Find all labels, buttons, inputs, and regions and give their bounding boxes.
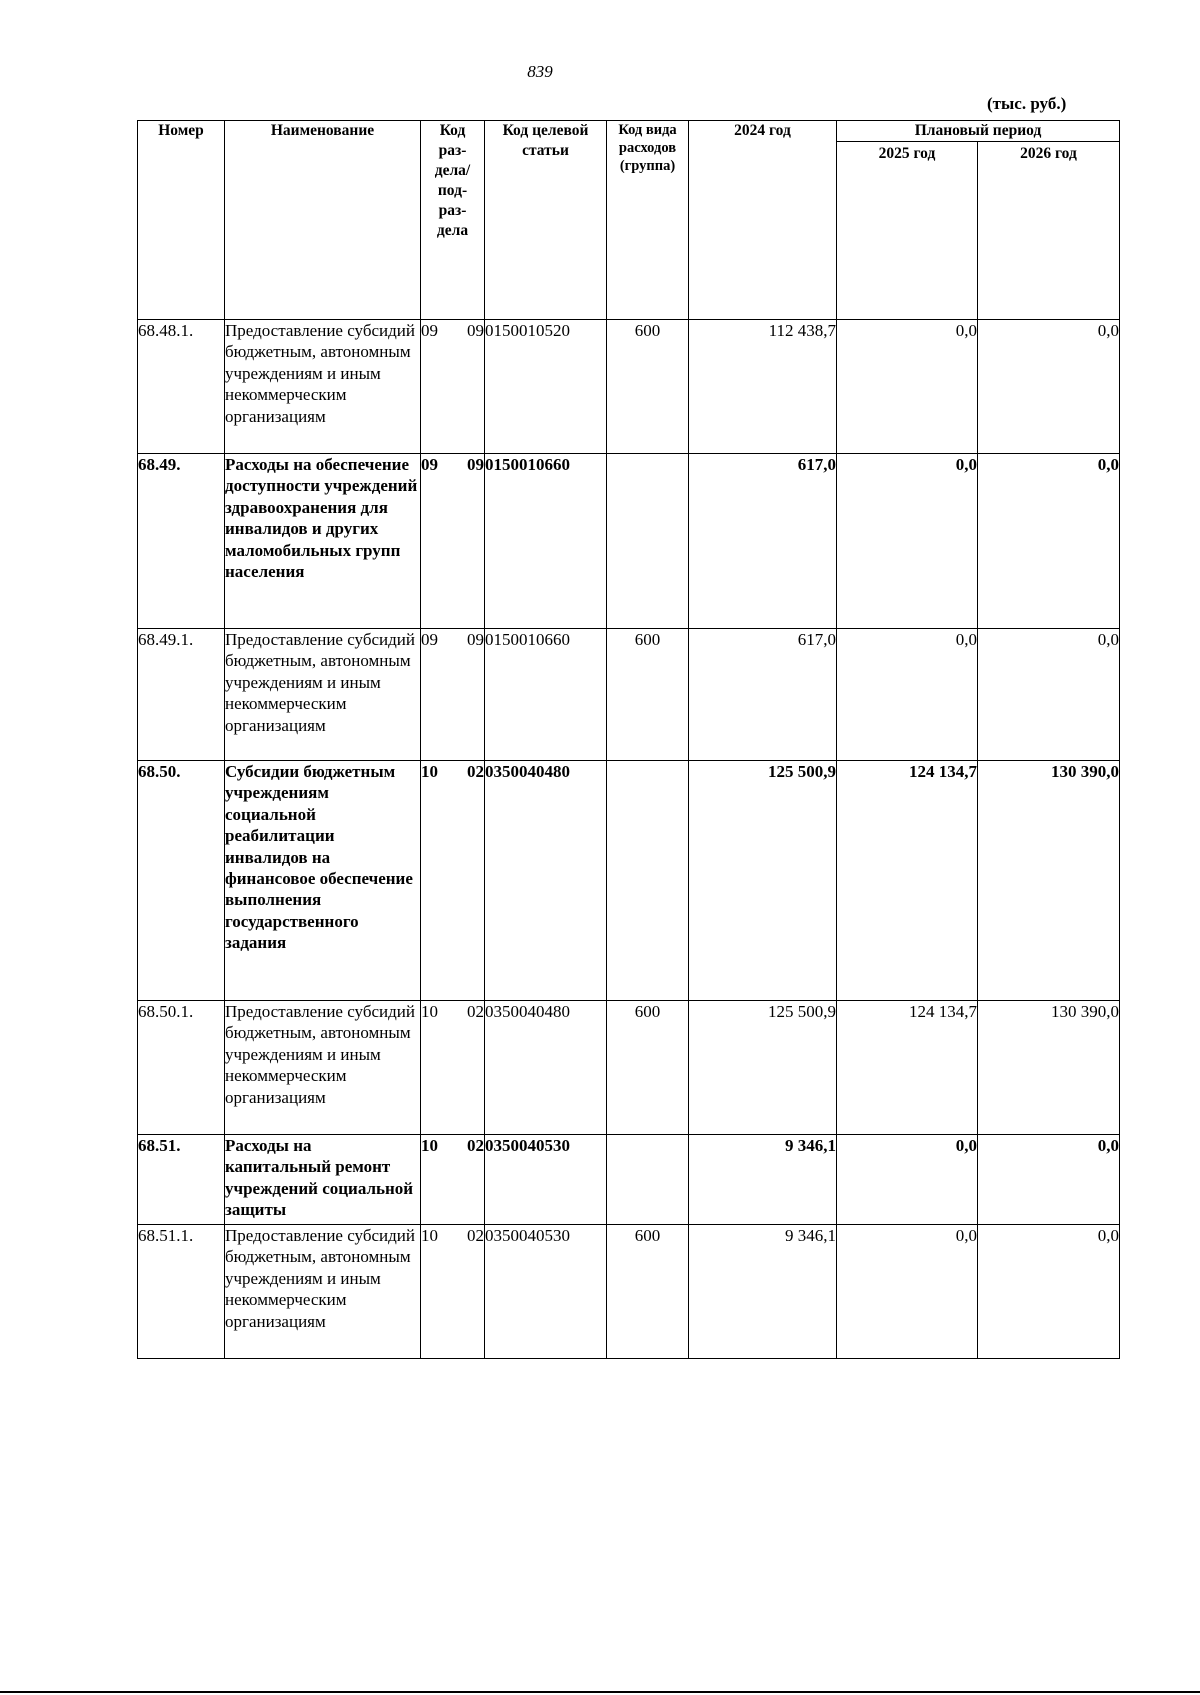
units-label: (тыс. руб.) [987,94,1067,113]
row-target-code: 0350040530 [485,1225,607,1359]
table-row [138,1001,1120,1135]
row-amount-2024: 9 346,1 [689,1135,837,1225]
row-section-code [421,454,485,629]
row-expense-type: 600 [607,1001,689,1135]
row-expense-type [607,1135,689,1225]
row-name: Расходы на капитальный ремонт учреждений социальной защиты [225,1135,421,1225]
row-amount-2025: 0,0 [837,320,978,454]
header-name: Наименование [225,121,421,320]
row-target-code: 0350040480 [485,761,607,1001]
row-section-code [421,1225,485,1359]
row-expense-type: 600 [607,1225,689,1359]
row-section-code [421,1001,485,1135]
row-number: 68.48.1. [138,320,225,454]
row-amount-2026: 0,0 [978,1135,1120,1225]
row-expense-type: 600 [607,629,689,761]
table-row [138,454,1120,629]
row-subsection: 09 [467,455,484,474]
row-number: 68.49.1. [138,629,225,761]
row-name: Предоставление субсидий бюджетным, автономным учреждениям и иным некоммерческим организациям [225,1225,421,1359]
row-section-code [421,761,485,1001]
header-section-code: Код раз-дела/ под-раз-дела [421,121,485,320]
header-year-2025: 2025 год [837,142,978,320]
header-target-code: Код целевой статьи [485,121,607,320]
row-amount-2024: 125 500,9 [689,761,837,1001]
row-number: 68.49. [138,454,225,629]
row-section: 10 [421,762,438,781]
row-number: 68.50.1. [138,1001,225,1135]
row-section: 10 [421,1136,438,1155]
header-expense-type: Код вида расходов (группа) [607,121,689,320]
row-expense-type [607,454,689,629]
table-row [138,1135,1120,1225]
row-section: 10 [421,1002,438,1021]
row-expense-type [607,761,689,1001]
row-name: Субсидии бюджетным учреждениям социальной реабилитации инвалидов на финансовое обеспечение выполнения государственного задания [225,761,421,1001]
header-planning-period: Плановый период [837,121,1120,142]
header-year-2026: 2026 год [978,142,1120,320]
bottom-rule [0,1691,1200,1693]
row-amount-2025: 0,0 [837,1225,978,1359]
budget-table [137,120,1120,1359]
table-row [138,320,1120,454]
row-target-code: 0150010660 [485,454,607,629]
row-amount-2025: 124 134,7 [837,1001,978,1135]
table-row [138,1225,1120,1359]
page-number: 839 [527,62,553,81]
row-subsection: 02 [467,1136,484,1155]
row-section-code [421,629,485,761]
row-subsection: 09 [467,630,484,649]
row-target-code: 0350040480 [485,1001,607,1135]
row-target-code: 0350040530 [485,1135,607,1225]
row-amount-2024: 112 438,7 [689,320,837,454]
row-amount-2026: 130 390,0 [978,1001,1120,1135]
row-amount-2025: 124 134,7 [837,761,978,1001]
row-amount-2026: 0,0 [978,320,1120,454]
row-name: Предоставление субсидий бюджетным, автономным учреждениям и иным некоммерческим организациям [225,320,421,454]
row-amount-2024: 617,0 [689,629,837,761]
row-amount-2025: 0,0 [837,629,978,761]
row-section: 09 [421,455,438,474]
row-expense-type: 600 [607,320,689,454]
row-amount-2026: 130 390,0 [978,761,1120,1001]
header-row [138,121,1120,142]
row-amount-2024: 617,0 [689,454,837,629]
row-amount-2026: 0,0 [978,454,1120,629]
row-name: Предоставление субсидий бюджетным, автономным учреждениям и иным некоммерческим организациям [225,629,421,761]
row-amount-2024: 9 346,1 [689,1225,837,1359]
row-subsection: 02 [467,762,484,781]
row-amount-2025: 0,0 [837,1135,978,1225]
row-subsection: 02 [467,1226,484,1245]
row-section: 10 [421,1226,438,1245]
row-amount-2024: 125 500,9 [689,1001,837,1135]
table-row [138,761,1120,1001]
header-number: Номер [138,121,225,320]
row-name: Расходы на обеспечение доступности учреждений здравоохранения для инвалидов и других маломобильных групп населения [225,454,421,629]
row-target-code: 0150010520 [485,320,607,454]
row-section-code [421,320,485,454]
row-amount-2025: 0,0 [837,454,978,629]
row-subsection: 09 [467,321,484,340]
row-number: 68.51. [138,1135,225,1225]
row-name: Предоставление субсидий бюджетным, автономным учреждениям и иным некоммерческим организациям [225,1001,421,1135]
row-number: 68.51.1. [138,1225,225,1359]
row-section: 09 [421,630,438,649]
row-amount-2026: 0,0 [978,629,1120,761]
row-section-code [421,1135,485,1225]
row-amount-2026: 0,0 [978,1225,1120,1359]
row-target-code: 0150010660 [485,629,607,761]
table-row [138,629,1120,761]
row-number: 68.50. [138,761,225,1001]
header-year-2024: 2024 год [689,121,837,320]
row-subsection: 02 [467,1002,484,1021]
row-section: 09 [421,321,438,340]
